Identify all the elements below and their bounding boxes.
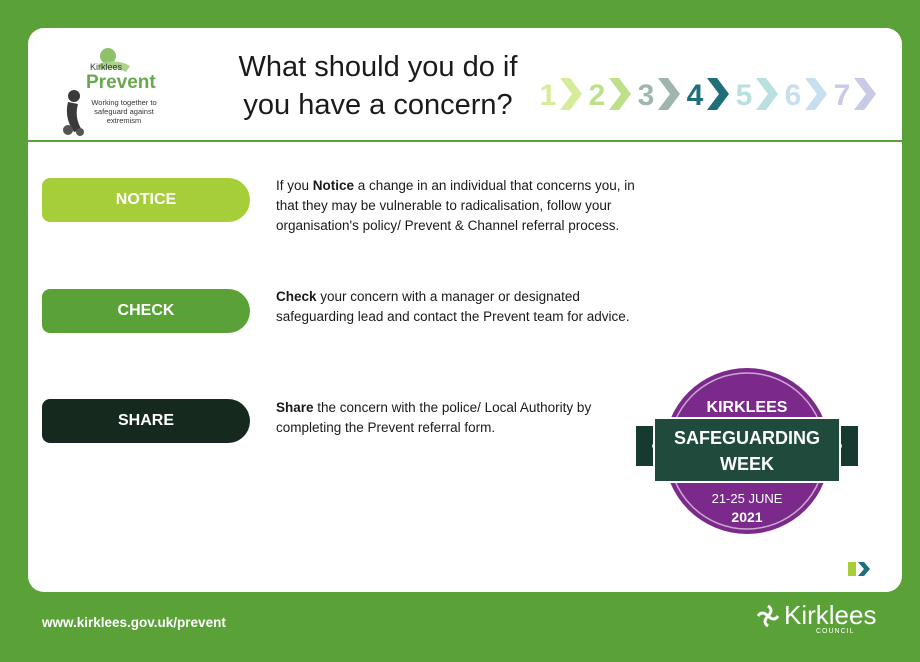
- footer-url-link[interactable]: www.kirklees.gov.uk/prevent: [42, 615, 226, 630]
- header-divider: [28, 140, 902, 142]
- badge-top-text: KIRKLEES: [706, 399, 788, 416]
- step-number-3: 3: [637, 79, 655, 112]
- step-7: [834, 78, 876, 112]
- step-1: [540, 78, 582, 112]
- kirklees-council-logo: [754, 600, 884, 640]
- next-page-arrow-icon[interactable]: [846, 560, 872, 578]
- step-chevron-6: [805, 78, 827, 110]
- notice-text-before: If you: [276, 178, 313, 193]
- step-3: [638, 78, 680, 112]
- step-chevron-5: [756, 78, 778, 110]
- step-progress: [538, 72, 883, 116]
- step-5: [736, 78, 778, 112]
- step-number-6: 6: [784, 79, 802, 112]
- council-sub: COUNCIL: [816, 628, 855, 635]
- logo-org-big: Prevent: [86, 72, 156, 93]
- logo-org-small: Kirklees: [90, 62, 123, 72]
- step-4: [687, 78, 729, 112]
- notice-keyword: Notice: [312, 178, 355, 193]
- notice-description: [276, 176, 636, 236]
- step-number-7: 7: [833, 79, 851, 112]
- logo-tagline: Working together to safeguard against extremism: [91, 98, 157, 125]
- step-2: [589, 78, 631, 112]
- safeguarding-week-badge: [632, 364, 862, 539]
- badge-line1: SAFEGUARDING: [673, 428, 821, 448]
- check-keyword: Check: [276, 289, 317, 304]
- page-title: What should you do if you have a concern?: [238, 51, 518, 121]
- check-label: CHECK: [42, 289, 250, 333]
- share-text-after: the concern with the police/ Local Authority by completing the Prevent referral form.: [276, 400, 592, 435]
- step-chevron-2: [609, 78, 631, 110]
- step-chevron-3: [658, 78, 680, 110]
- notice-label: NOTICE: [42, 178, 250, 222]
- badge-line2: WEEK: [720, 454, 774, 474]
- step-chevron-4: [707, 78, 729, 110]
- share-keyword: Share: [276, 400, 314, 415]
- step-number-2: 2: [588, 79, 606, 112]
- slide-card: [28, 28, 902, 592]
- step-6: [785, 78, 827, 112]
- step-number-4: 4: [686, 79, 704, 112]
- check-description: [276, 287, 636, 327]
- check-text-after: your concern with a manager or designated safeguarding lead and contact the Prevent team for advice.: [276, 289, 630, 324]
- step-chevron-7: [854, 78, 876, 110]
- kirklees-flower-icon: [754, 602, 782, 630]
- share-description: [276, 398, 636, 438]
- step-number-1: 1: [539, 79, 557, 112]
- badge-dates: 21-25 JUNE: [711, 491, 783, 506]
- share-label: SHARE: [42, 399, 250, 443]
- prevent-logo: [46, 42, 156, 142]
- step-number-5: 5: [735, 79, 753, 112]
- step-chevron-1: [560, 78, 582, 110]
- notice-text-after: a change in an individual that concerns you, in that they may be vulnerable to radicalisation, follow your organisation's policy/ Prevent & Channel referral process.: [276, 178, 635, 233]
- badge-year: 2021: [731, 509, 763, 525]
- council-name: Kirklees: [784, 600, 877, 630]
